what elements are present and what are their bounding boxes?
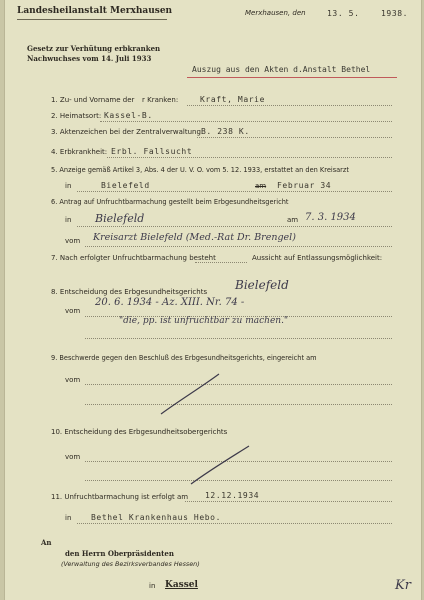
- item6-label: 6. Antrag auf Unfruchtbarmachung gestellt beim Erbgesundheitsgericht: [51, 198, 289, 206]
- item8-label: 8. Entscheidung des Erbgesundheitsgerichts: [51, 288, 208, 296]
- item9-vom: vom: [65, 376, 81, 384]
- item7-line: [195, 262, 247, 263]
- law-title-line1: Gesetz zur Verhütung erbkranken: [27, 44, 161, 53]
- addressee-an: An: [41, 538, 52, 547]
- sterilization-place: Bethel Krankenhaus Hebo.: [91, 513, 221, 522]
- law-title-line2: Nachwuchses vom 14. Juli 1933: [27, 54, 152, 63]
- item11-line-2: [77, 523, 392, 524]
- application-by: Kreisarzt Bielefeld (Med.-Rat Dr. Brengel): [93, 232, 296, 243]
- item2-label: 2. Heimatsort:: [51, 112, 102, 120]
- item5-am-struck: am: [255, 182, 267, 190]
- item1-label-suffix: r Kranken:: [142, 96, 179, 104]
- item10-label: 10. Entscheidung des Erbgesundheitsobergerichts: [51, 428, 228, 436]
- item1-line: [187, 105, 392, 106]
- item9-line-1: [85, 384, 392, 385]
- item6-line-2: [85, 246, 392, 247]
- document-sheet: [4, 0, 422, 600]
- item9-line-2: [85, 404, 392, 405]
- sterilization-date: 12.12.1934: [205, 491, 260, 500]
- extract-stamp: Auszug aus den Akten d.Anstalt Bethel: [192, 65, 371, 74]
- addressee-city: Kassel: [165, 580, 198, 590]
- item2-line: [100, 121, 392, 122]
- institution-name: Landesheilanstalt Merxhausen: [17, 6, 173, 16]
- item11-line-1: [185, 501, 392, 502]
- item9-label: 9. Beschwerde gegen den Beschluß des Erbgesundheitsgerichts, eingereicht am: [51, 354, 317, 362]
- date-year: 1938.: [381, 9, 409, 18]
- item8-line-2: [85, 338, 392, 339]
- file-number: B. 238 K.: [201, 127, 250, 136]
- home-town: Kassel-B.: [104, 111, 153, 120]
- item8-vom: vom: [65, 307, 81, 315]
- handwritten-initials: Kr: [395, 578, 411, 593]
- item7-right: Aussicht auf Entlassungsmöglichkeit:: [252, 254, 383, 262]
- strike-mark-item9: [155, 370, 225, 420]
- header-underline: [17, 19, 167, 20]
- report-date: Februar 34: [277, 181, 332, 190]
- report-place: Bielefeld: [101, 181, 150, 190]
- application-place: Bielefeld: [95, 212, 145, 225]
- item3-line: [197, 137, 392, 138]
- item11-label: 11. Unfruchtbarmachung ist erfolgt am: [51, 493, 189, 501]
- hereditary-disease: Erbl. Fallsucht: [111, 147, 193, 156]
- item6-vom: vom: [65, 237, 81, 245]
- item10-vom: vom: [65, 453, 81, 461]
- item4-label: 4. Erbkrankheit:: [51, 148, 108, 156]
- patient-name: Kraft, Marie: [200, 95, 265, 104]
- item5-line: [77, 191, 392, 192]
- item4-line: [107, 157, 392, 158]
- decision-note: "die, pp. ist unfruchtbar zu machen.": [119, 316, 289, 326]
- extract-stamp-underline: [187, 77, 397, 78]
- decision-date-ref: 20. 6. 1934 - Az. XIII. Nr. 74 -: [95, 297, 245, 308]
- addressee-line2: (Verwaltung des Bezirksverbandes Hessen): [61, 560, 200, 568]
- date-day-month: 13. 5.: [327, 9, 360, 18]
- item6-in: in: [65, 216, 72, 224]
- item5-label: 5. Anzeige gemäß Artikel 3, Abs. 4 der U. V. O. vom 5. 12. 1933, erstattet an den Kreisarzt: [51, 166, 349, 174]
- item6-line-1: [77, 226, 392, 227]
- place-date-prefix: Merxhausen, den: [245, 9, 306, 17]
- item5-in: in: [65, 182, 72, 190]
- item11-in: in: [65, 514, 72, 522]
- item3-label: 3. Aktenzeichen bei der Zentralverwaltung:: [51, 128, 204, 136]
- item6-am: am: [287, 216, 299, 224]
- addressee-in: in: [149, 582, 156, 590]
- application-date: 7. 3. 1934: [305, 212, 356, 223]
- strike-mark-item10: [185, 440, 255, 490]
- decision-court-place: Bielefeld: [235, 278, 289, 292]
- item7-label: 7. Nach erfolgter Unfruchtbarmachung besteht: [51, 254, 216, 262]
- addressee-line1: den Herrn Oberpräsidenten: [65, 549, 174, 558]
- item1-label: 1. Zu- und Vorname der: [51, 96, 135, 104]
